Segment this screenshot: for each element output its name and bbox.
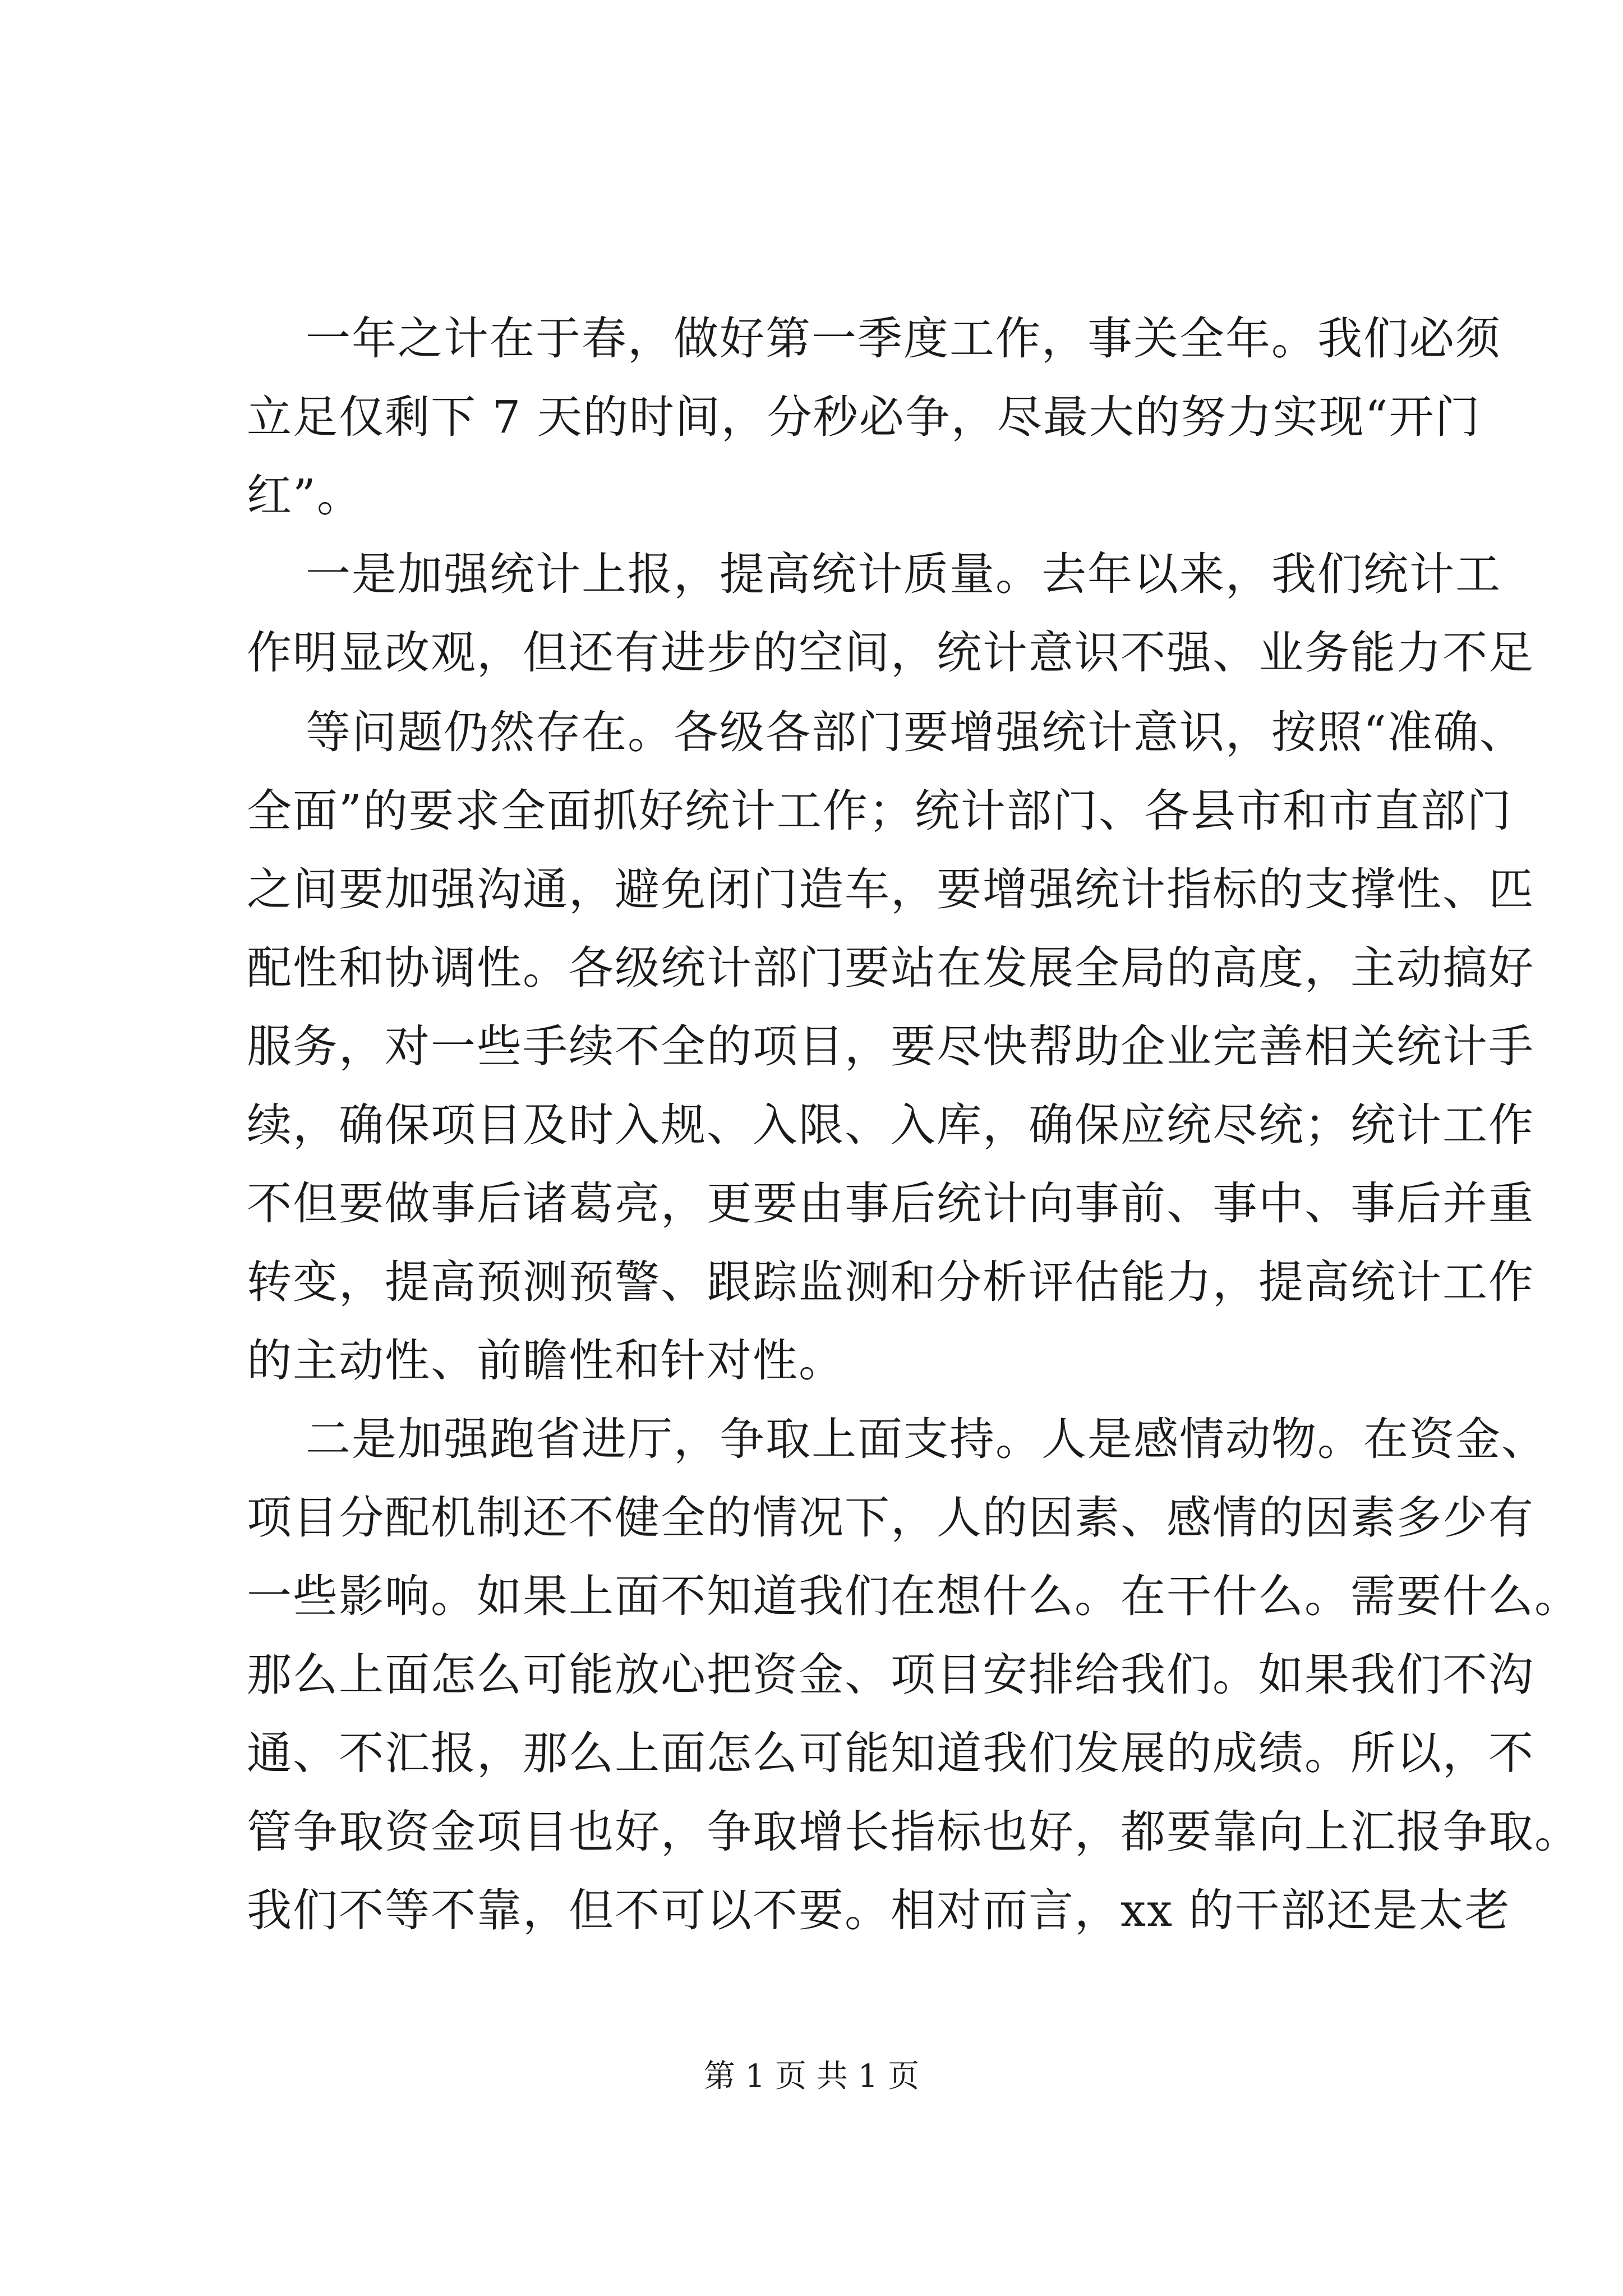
text-line-5: 作明显改观，但还有进步的空间，统计意识不强、业务能力不足 bbox=[247, 627, 1534, 679]
text-line-12: 不但要做事后诸葛亮，更要由事后统计向事前、事中、事后并重 bbox=[247, 1177, 1534, 1230]
text-line-18: 那么上面怎么可能放心把资金、项目安排给我们。如果我们不沟 bbox=[247, 1649, 1534, 1701]
text-line-17: 一些影响。如果上面不知道我们在想什么。在干什么。需要什么。 bbox=[247, 1570, 1580, 1622]
text-line-1: 一年之计在于春，做好第一季度工作，事关全年。我们必须 bbox=[306, 312, 1501, 365]
text-line-4: 一是加强统计上报，提高统计质量。去年以来，我们统计工 bbox=[306, 548, 1501, 600]
text-line-11: 续，确保项目及时入规、入限、入库，确保应统尽统；统计工作 bbox=[247, 1099, 1534, 1151]
text-line-2: 立足仅剩下 7 天的时间，分秒必争，尽最大的努力实现“开门 bbox=[247, 391, 1481, 443]
text-line-8: 之间要加强沟通，避免闭门造车，要增强统计指标的支撑性、匹 bbox=[247, 863, 1534, 915]
text-line-10: 服务，对一些手续不全的项目，要尽快帮助企业完善相关统计手 bbox=[247, 1020, 1534, 1073]
page-footer: 第 1 页 共 1 页 bbox=[703, 2058, 920, 2095]
text-line-13: 转变，提高预测预警、跟踪监测和分析评估能力，提高统计工作 bbox=[247, 1256, 1534, 1308]
text-line-3: 红”。 bbox=[247, 470, 363, 522]
text-line-21: 我们不等不靠，但不可以不要。相对而言，xx 的干部还是太老 bbox=[247, 1884, 1511, 1936]
text-line-7: 全面”的要求全面抓好统计工作；统计部门、各县市和市直部门 bbox=[247, 785, 1513, 837]
text-line-14: 的主动性、前瞻性和针对性。 bbox=[247, 1335, 845, 1387]
text-line-16: 项目分配机制还不健全的情况下，人的因素、感情的因素多少有 bbox=[247, 1492, 1534, 1544]
text-line-20: 管争取资金项目也好，争取增长指标也好，都要靠向上汇报争取。 bbox=[247, 1806, 1580, 1858]
text-line-15: 二是加强跑省进厅，争取上面支持。人是感情动物。在资金、 bbox=[306, 1413, 1547, 1465]
text-line-6: 等问题仍然存在。各级各部门要增强统计意识，按照“准确、 bbox=[306, 706, 1525, 758]
text-line-19: 通、不汇报，那么上面怎么可能知道我们发展的成绩。所以，不 bbox=[247, 1727, 1534, 1779]
text-line-9: 配性和协调性。各级统计部门要站在发展全局的高度，主动搞好 bbox=[247, 942, 1534, 994]
